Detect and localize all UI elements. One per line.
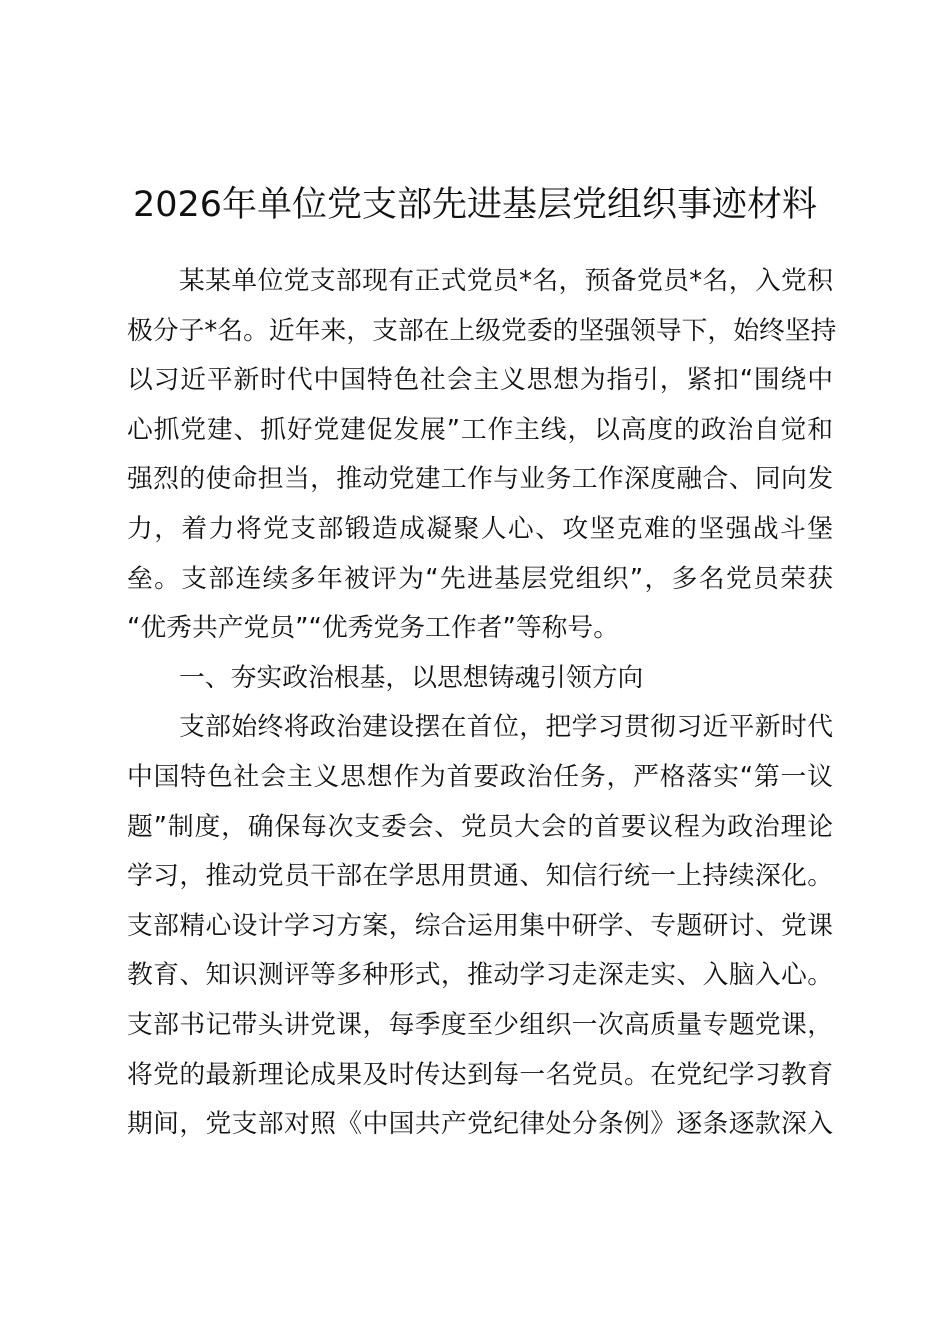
text-line: “优秀共产党员”“优秀党务工作者”等称号。 [127,613,620,644]
text-line: 支部精心设计学习方案，综合运用集中研学、专题研讨、党课 [127,910,833,941]
paragraph-political-building [127,703,833,1149]
text-line: 以习近平新时代中国特色社会主义思想为指引，紧扣“围绕中 [127,365,833,396]
text-line: 期间，党支部对照《中国共产党纪律处分条例》逐条逐款深入 [127,1109,833,1140]
text-line: 强烈的使命担当，推动党建工作与业务工作深度融合、同向发 [127,464,833,495]
text-line: 题”制度，确保每次支委会、党员大会的首要议程为政治理论 [127,811,833,842]
text-line: 支部书记带头讲党课，每季度至少组织一次高质量专题党课， [127,1009,833,1040]
text-line: 中国特色社会主义思想作为首要政治任务，严格落实“第一议 [127,761,833,792]
paragraph-intro [127,257,837,654]
text-line: 力，着力将党支部锻造成凝聚人心、攻坚克难的坚强战斗堡 [127,513,833,544]
text-line: 极分子*名。近年来，支部在上级党委的坚强领导下，始终坚持 [127,315,837,346]
text-line: 教育、知识测评等多种形式，推动学习走深走实、入脑入心。 [127,960,833,991]
document-title: 2026年单位党支部先进基层党组织事迹材料 [132,185,818,225]
text-line: 心抓党建、抓好党建促发展”工作主线，以高度的政治自觉和 [127,414,833,445]
section-heading-text: 一、夯实政治根基，以思想铸魂引领方向 [179,662,644,693]
text-line: 支部始终将政治建设摆在首位，把学习贯彻习近平新时代 [179,712,833,743]
document-body [127,257,837,1150]
text-line: 垒。支部连续多年被评为“先进基层党组织”，多名党员荣获 [127,563,833,594]
text-line: 将党的最新理论成果及时传达到每一名党员。在党纪学习教育 [127,1059,833,1090]
text-line: 学习，推动党员干部在学思用贯通、知信行统一上持续深化。 [127,861,833,892]
text-line: 某某单位党支部现有正式党员*名，预备党员*名，入党积 [179,266,833,296]
section-heading-1 [127,654,833,704]
